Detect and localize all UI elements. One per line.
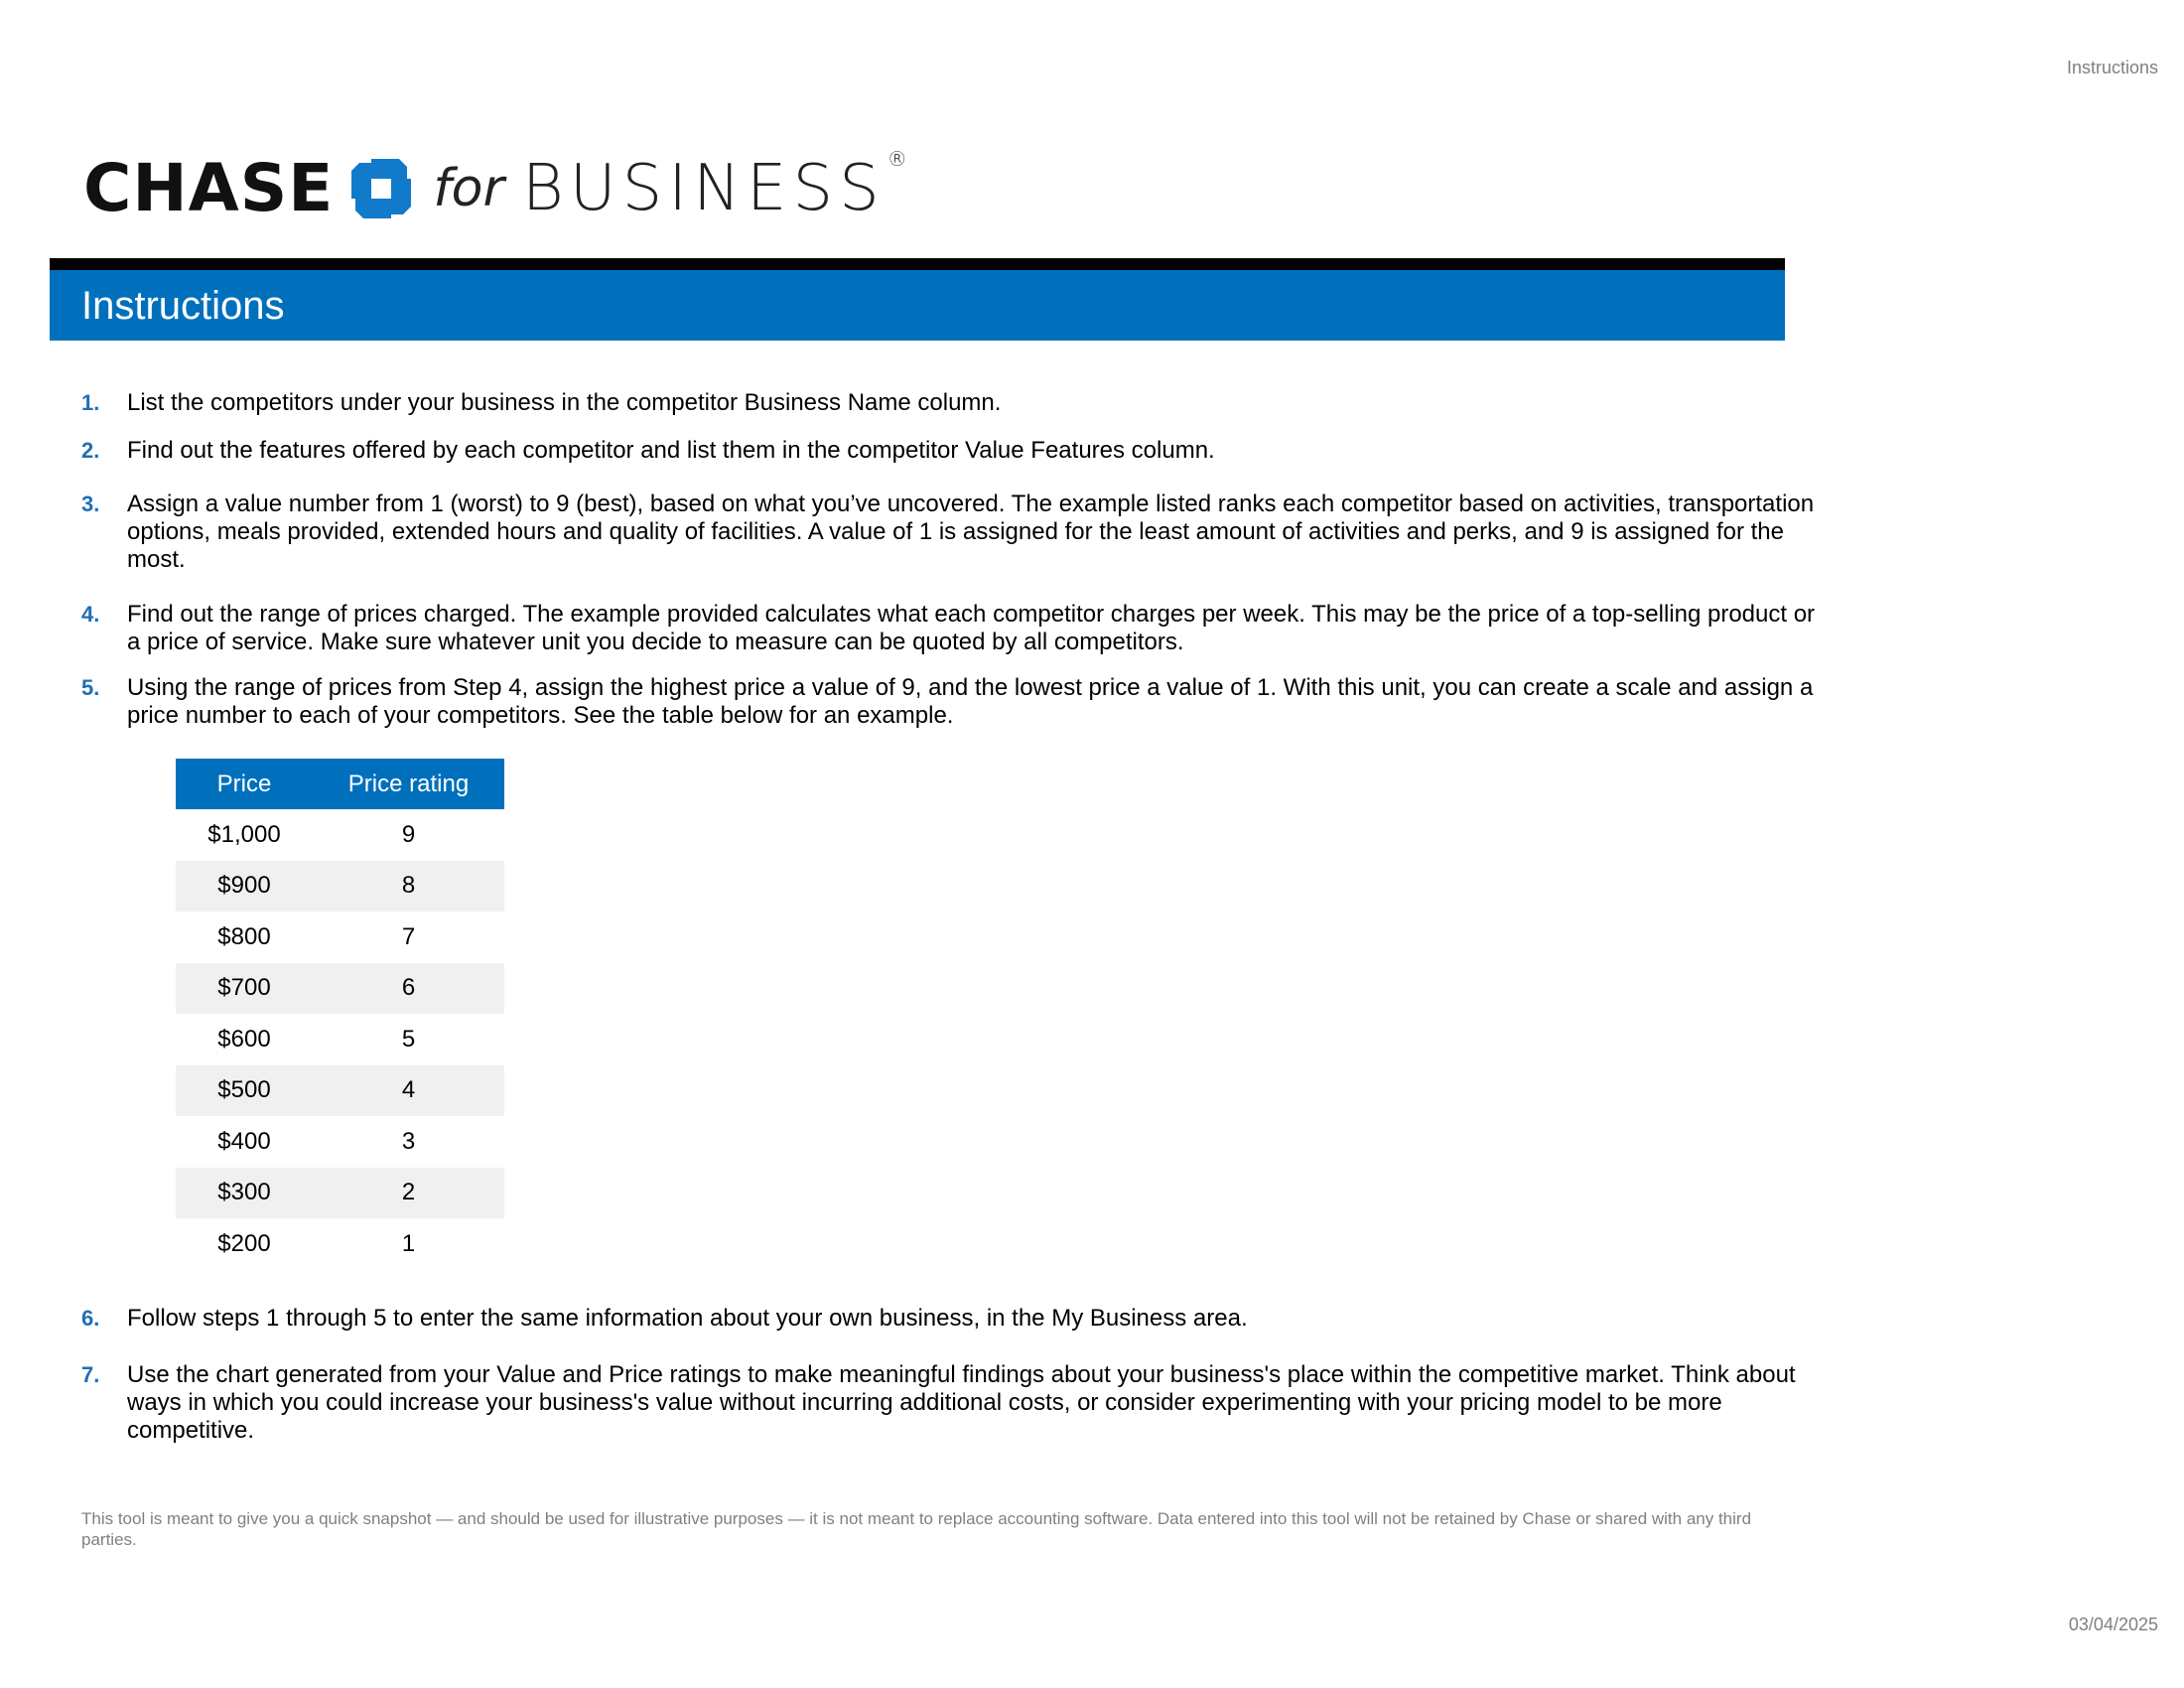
step-text: Find out the range of prices charged. The example provided calculates what each competitor charges per week. This may be the price of a top-selling product or a price of service. Make sure whatever unit you decide to measure can be quoted by all competitors. <box>127 601 1816 655</box>
footer-date: 03/04/2025 <box>2068 1615 2158 1634</box>
step-text: Assign a value number from 1 (worst) to 9 (best), based on what you’ve uncovered. The example listed ranks each competitor based on activities, transportation options, meals provided, extended hours and quality of facilities. A value of 1 is assigned for the least amount of activities and perks, and 9 is assigned for the most. <box>127 491 1815 573</box>
page-title: Instructions <box>81 284 285 328</box>
step-number: 6. <box>81 1306 100 1331</box>
step-number: 2. <box>81 438 100 463</box>
rating-cell: 9 <box>401 820 416 848</box>
price-cell: $1,000 <box>207 820 281 848</box>
registered-mark: ® <box>887 147 913 171</box>
logo-business-word: BUSINESS <box>521 152 886 225</box>
chase-octagon-icon <box>349 157 413 220</box>
step-text: Follow steps 1 through 5 to enter the same information about your own business, in the My Business area. <box>127 1305 1248 1332</box>
price-cell: $900 <box>176 861 313 913</box>
price-cell: $800 <box>217 922 271 950</box>
column-header-price-rating: Price rating <box>313 759 504 809</box>
table-row <box>176 912 504 963</box>
rating-cell: 8 <box>313 861 504 913</box>
table-row <box>176 963 504 1015</box>
rating-cell: 6 <box>313 963 504 1015</box>
rating-cell: 4 <box>313 1065 504 1117</box>
price-cell: $200 <box>217 1229 271 1257</box>
step-text: Using the range of prices from Step 4, assign the highest price a value of 9, and the lowest price a value of 1. With this unit, you can create a scale and assign a price number to each of your competitors. See the table below for an example. <box>127 674 1814 729</box>
step-text: List the competitors under your business in the competitor Business Name column. <box>127 389 1002 416</box>
rating-cell: 5 <box>401 1025 416 1053</box>
step-number: 4. <box>81 602 100 627</box>
price-cell: $500 <box>176 1065 313 1117</box>
table-row <box>176 1065 504 1117</box>
price-cell: $600 <box>217 1025 271 1053</box>
rating-cell: 3 <box>401 1127 416 1155</box>
rating-cell: 7 <box>401 922 416 950</box>
logo-brand-text: CHASE <box>83 150 335 226</box>
rating-cell: 1 <box>401 1229 416 1257</box>
table-row <box>176 1218 504 1270</box>
step-number: 5. <box>81 675 100 700</box>
table-row <box>176 809 504 861</box>
step-text: Find out the features offered by each competitor and list them in the competitor Value Features column. <box>127 437 1215 464</box>
step-number: 3. <box>81 492 100 516</box>
rating-cell: 2 <box>313 1168 504 1219</box>
price-cell: $400 <box>217 1127 271 1155</box>
step-number: 7. <box>81 1362 100 1387</box>
table-row <box>176 861 504 913</box>
price-cell: $300 <box>176 1168 313 1219</box>
table-row <box>176 1168 504 1219</box>
logo-business-text <box>521 147 913 225</box>
price-rating-table <box>176 759 504 1270</box>
chase-for-business-logo <box>83 149 913 228</box>
logo-for-text: for <box>433 159 504 218</box>
header-page-label: Instructions <box>2066 58 2158 77</box>
banner-top-rule <box>50 258 1785 270</box>
step-number: 1. <box>81 390 100 415</box>
table-row <box>176 1014 504 1065</box>
price-cell: $700 <box>176 963 313 1015</box>
disclaimer-text: This tool is meant to give you a quick snapshot — and should be used for illustrative purposes — it is not meant to replace accounting software. Data entered into this tool will not be retained by Chase or shared with any third parties. <box>81 1509 1752 1549</box>
column-header-price: Price <box>176 759 313 809</box>
table-row <box>176 1116 504 1168</box>
table-header-row <box>176 759 504 809</box>
step-text: Use the chart generated from your Value and Price ratings to make meaningful findings about your business's place within the competitive market. Think about ways in which you could increase your business's value without incurring additional costs, or consider experimenting with your pricing model to be more competitive. <box>127 1361 1796 1444</box>
section-banner <box>50 270 1785 341</box>
